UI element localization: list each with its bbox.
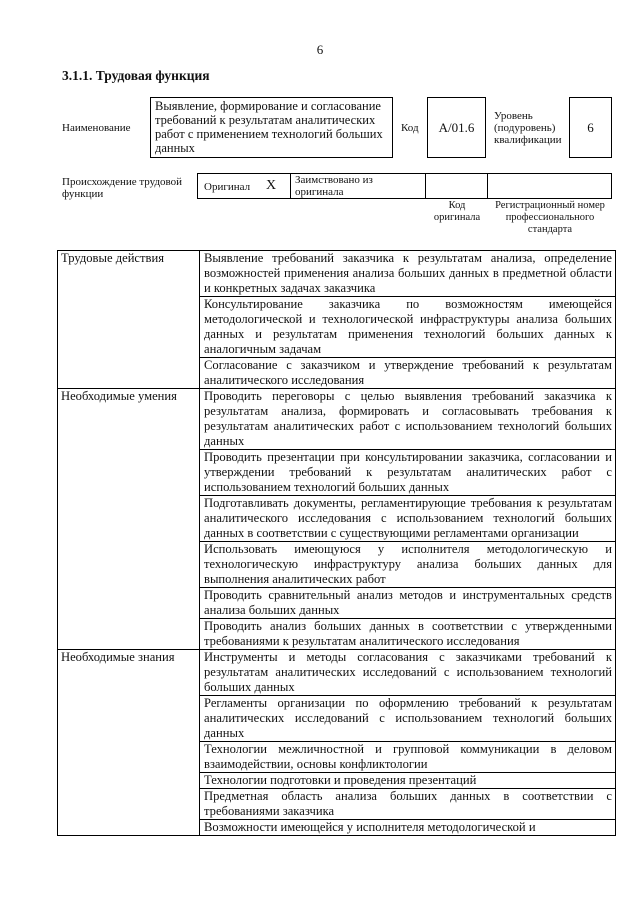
- page-number: 6: [316, 42, 324, 57]
- borrowed-cell: [291, 174, 426, 198]
- reg-number-label: Регистрационный номер профессионального стандарта: [495, 200, 605, 235]
- code-original-cell: [426, 174, 488, 198]
- original-label: Оригинал: [204, 181, 251, 193]
- code-box: [427, 97, 486, 158]
- function-name-value: Выявление, формирование и согласование требований к результатам аналитических работ с применением технологий больших данных: [155, 99, 383, 155]
- origin-row: [197, 173, 612, 199]
- function-name-box: [150, 97, 393, 158]
- reg-number-cell: [488, 174, 611, 198]
- table-cell: Инструменты и методы согласования с заказчиками требований к результатам аналитических исследований с использованием технологий больших данных: [200, 650, 616, 696]
- section-title: 3.1.1. Трудовая функция: [62, 68, 210, 83]
- table-cell: Проводить анализ больших данных в соответствии с утвержденными требованиями к результатам аналитического исследования: [200, 619, 616, 650]
- origin-label: Происхождение трудовой функции: [62, 176, 183, 200]
- code-label: Код: [401, 122, 419, 134]
- table-row: [58, 389, 616, 450]
- category-cell: Трудовые действия: [58, 251, 200, 389]
- code-original-label: Код оригинала: [433, 200, 481, 223]
- table-cell: Использовать имеющуюся у исполнителя методологическую и технологическую инфраструктуру анализа больших данных для выполнения аналитических работ: [200, 542, 616, 588]
- table-cell: Согласование с заказчиком и утверждение требований к результатам аналитического исследования: [200, 358, 616, 389]
- table-cell: Проводить сравнительный анализ методов и инструментальных средств анализа больших данных: [200, 588, 616, 619]
- table-cell: Выявление требований заказчика к результатам анализа, определение возможностей применения анализа больших данных в предметной области и конкретных задачах заказчика: [200, 251, 616, 297]
- name-label: Наименование: [62, 122, 131, 134]
- category-cell: Необходимые знания: [58, 650, 200, 836]
- table-row: [58, 650, 616, 696]
- level-label: Уровень (подуровень) квалификации: [494, 110, 562, 146]
- table-cell: Проводить презентации при консультировании заказчика, согласовании и утверждении требований к результатам аналитических работ с использованием технологий больших данных: [200, 450, 616, 496]
- borrowed-label: Заимствовано из оригинала: [295, 174, 373, 198]
- category-cell: Необходимые умения: [58, 389, 200, 650]
- table-cell: Проводить переговоры с целью выявления требований заказчика к результатам анализа, формировать и согласовывать требования к результатам аналитических работ с использованием технологий больших данных: [200, 389, 616, 450]
- table-cell: Предметная область анализа больших данных в соответствии с требованиями заказчика: [200, 789, 616, 820]
- table-cell: Технологии подготовки и проведения презентаций: [200, 773, 616, 789]
- level-value: 6: [587, 119, 594, 135]
- requirements-table: [57, 250, 616, 836]
- code-value: A/01.6: [438, 119, 475, 135]
- original-mark: X: [266, 178, 277, 193]
- original-cell: [198, 174, 291, 198]
- table-cell: Консультирование заказчика по возможностям имеющейся методологической и технологической инфраструктуры анализа больших данных и результатам применения технологий больших данных к аналогичным задачам: [200, 297, 616, 358]
- level-box: [569, 97, 612, 158]
- table-cell: Технологии межличностной и групповой коммуникации в деловом взаимодействии, основы конфликтологии: [200, 742, 616, 773]
- table-cell: Подготавливать документы, регламентирующие требования к результатам аналитического исследования с использованием технологий больших данных в соответствии с существующими регламентами организации: [200, 496, 616, 542]
- table-row: [58, 251, 616, 297]
- table-cell: Регламенты организации по оформлению требований к результатам аналитических исследований с использованием технологий больших данных: [200, 696, 616, 742]
- table-cell: Возможности имеющейся у исполнителя методологической и: [200, 820, 616, 836]
